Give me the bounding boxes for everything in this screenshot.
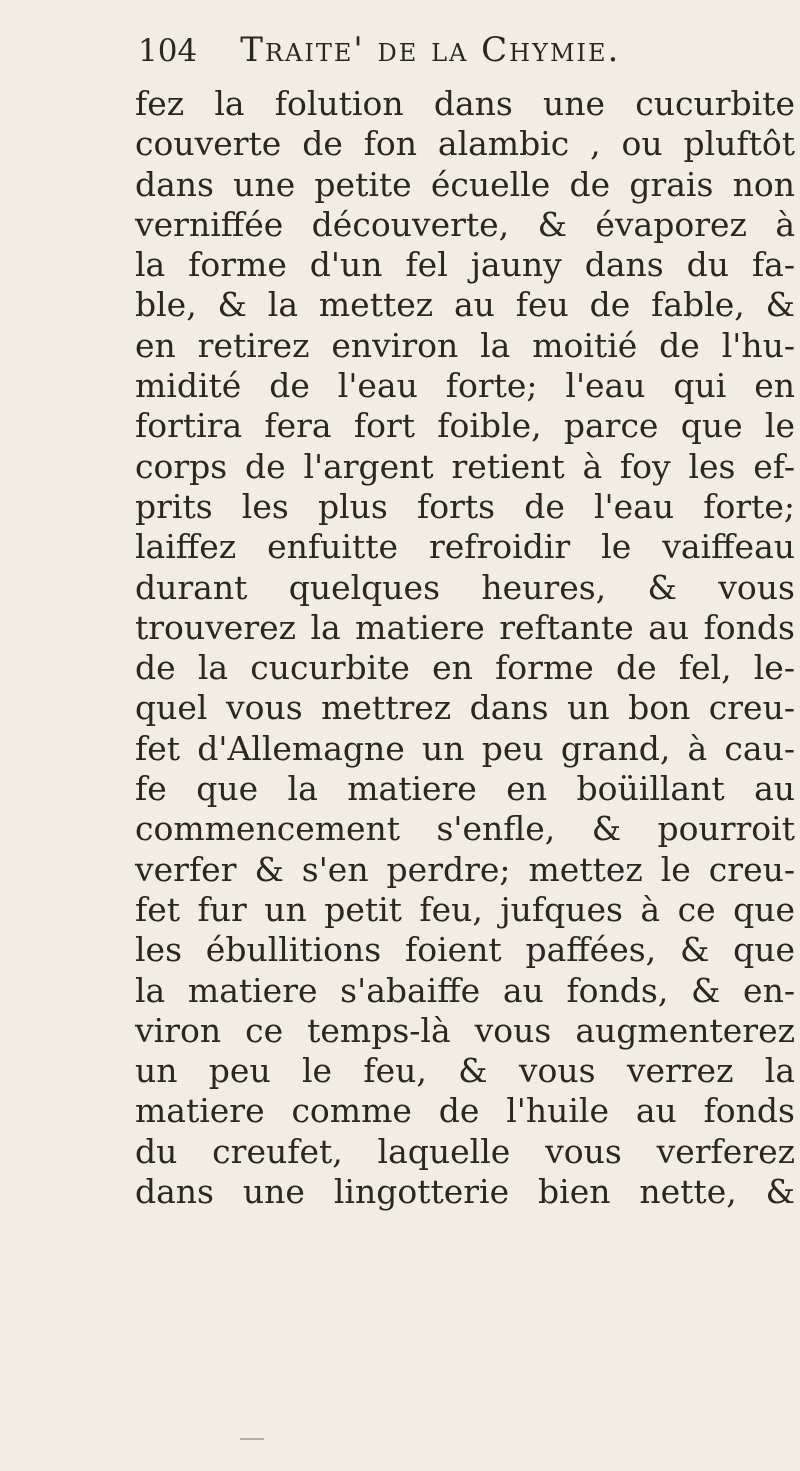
text-line: matiere comme de l'huile au fonds	[135, 1091, 795, 1131]
text-line: verfer & s'en perdre; mettez le creu-	[135, 849, 795, 889]
text-line: couverte de fon alambic , ou pluftôt	[135, 124, 795, 164]
text-line: durant quelques heures, & vous	[135, 567, 795, 607]
text-line: midité de l'eau forte; l'eau qui en	[135, 366, 795, 406]
text-line: de la cucurbite en forme de fel, le-	[135, 648, 795, 688]
text-line: corps de l'argent retient à foy les ef-	[135, 446, 795, 486]
text-line: viron ce temps-là vous augmenterez	[135, 1010, 795, 1050]
text-line: trouverez la matiere reftante au fonds	[135, 607, 795, 647]
text-line: la matiere s'abaiffe au fonds, & en-	[135, 970, 795, 1010]
text-line: prits les plus forts de l'eau forte;	[135, 486, 795, 526]
text-line: quel vous mettrez dans un bon creu-	[135, 688, 795, 728]
text-line: verniffée découverte, & évaporez à	[135, 204, 795, 244]
ink-mark	[240, 1438, 264, 1440]
text-line: fortira fera fort foible, parce que le	[135, 406, 795, 446]
running-title: Traite' de la Chymie.	[240, 30, 621, 70]
text-line: fe que la matiere en boüillant au	[135, 769, 795, 809]
text-line: du creufet, laquelle vous verferez	[135, 1131, 795, 1171]
text-line: en retirez environ la moitié de l'hu-	[135, 325, 795, 365]
page-header	[138, 30, 778, 90]
text-line: commencement s'enfle, & pourroit	[135, 809, 795, 849]
text-line: la forme d'un fel jauny dans du fa-	[135, 245, 795, 285]
text-line: les ébullitions foient paffées, & que	[135, 930, 795, 970]
text-line: fet d'Allemagne un peu grand, à cau-	[135, 728, 795, 768]
text-line: dans une lingotterie bien nette, &	[135, 1172, 795, 1212]
text-line: laiffez enfuitte refroidir le vaiffeau	[135, 527, 795, 567]
text-line: dans une petite écuelle de grais non	[135, 164, 795, 204]
body-text	[135, 84, 795, 1212]
text-line: un peu le feu, & vous verrez la	[135, 1051, 795, 1091]
page-number: 104	[138, 33, 198, 69]
text-line: fez la folution dans une cucurbite	[135, 84, 795, 123]
text-line: ble, & la mettez au feu de fable, &	[135, 285, 795, 325]
text-line: fet fur un petit feu, jufques à ce que	[135, 889, 795, 929]
